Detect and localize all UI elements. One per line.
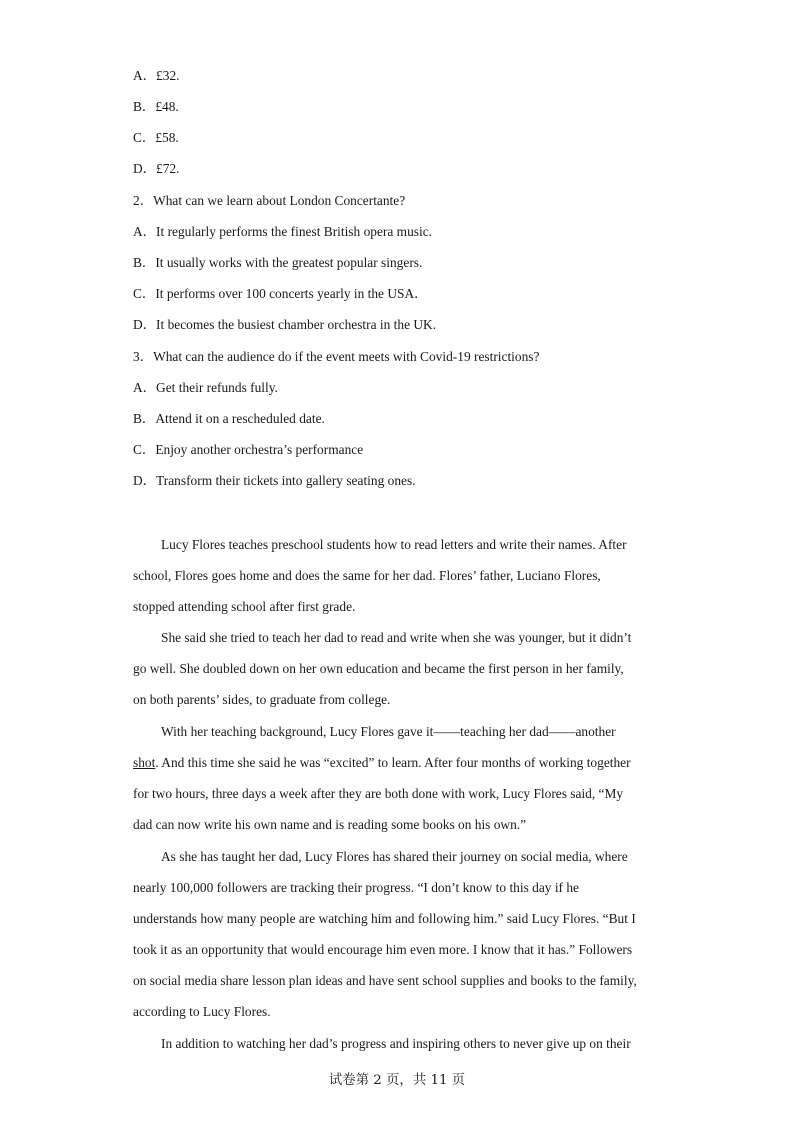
q1-option-c: C．£58. (133, 130, 179, 145)
passage-paragraph-2 (133, 629, 661, 719)
passage-paragraph-5 (133, 1035, 661, 1055)
paragraph-line: nearly 100,000 followers are tracking their progress. “I don’t know to this day if he (133, 880, 579, 895)
passage-paragraph-3 (133, 723, 661, 843)
paragraph-line: on both parents’ sides, to graduate from college. (133, 692, 391, 707)
q1-option-a: A．£32. (133, 68, 180, 83)
q3-stem: 3．What can the audience do if the event meets with Covid-19 restrictions? (133, 349, 540, 364)
q3-option-a: A．Get their refunds fully. (133, 380, 278, 395)
passage-paragraph-4 (133, 848, 661, 1028)
q2-option-d: D．It becomes the busiest chamber orchestra in the UK. (133, 317, 437, 332)
paragraph-line: As she has taught her dad, Lucy Flores has shared their journey on social media, where (161, 849, 628, 864)
paragraph-line: dad can now write his own name and is reading some books on his own.” (133, 817, 527, 832)
underlined-word-shot: shot (133, 755, 156, 770)
q3-option-b: B．Attend it on a rescheduled date. (133, 411, 325, 426)
paragraph-line: understands how many people are watching him and following him.” said Lucy Flores. “But I (133, 911, 636, 926)
q1-option-d: D．£72. (133, 161, 180, 176)
paragraph-line: school, Flores goes home and does the same for her dad. Flores’ father, Luciano Flores, (133, 568, 601, 583)
paragraph-line: She said she tried to teach her dad to read and write when she was younger, but it didn’t (161, 630, 632, 645)
paragraph-line: In addition to watching her dad’s progress and inspiring others to never give up on their (161, 1036, 631, 1051)
q3-option-c: C．Enjoy another orchestra’s performance (133, 442, 364, 457)
page-footer: 试卷第 2 页，共 11 页 (328, 1073, 466, 1088)
paragraph-line: With her teaching background, Lucy Flores gave it——teaching her dad——another (161, 724, 616, 739)
q2-option-a: A．It regularly performs the finest British opera music. (133, 224, 432, 239)
passage-paragraph-1 (133, 536, 661, 626)
paragraph-line: took it as an opportunity that would encourage him even more. I know that it has.” Followers (133, 942, 633, 957)
paragraph-line-rest: . And this time she said he was “excited” to learn. After four months of working together (155, 755, 631, 770)
q2-stem: 2．What can we learn about London Concertante? (133, 193, 406, 208)
q3-option-d: D．Transform their tickets into gallery seating ones. (133, 473, 416, 488)
q2-option-b: B．It usually works with the greatest popular singers. (133, 255, 423, 270)
paragraph-line: go well. She doubled down on her own education and became the first person in her family, (133, 661, 624, 676)
paragraph-line: for two hours, three days a week after they are both done with work, Lucy Flores said, “My (133, 786, 624, 801)
paragraph-line: on social media share lesson plan ideas and have sent school supplies and books to the family, (133, 973, 637, 988)
paragraph-line: according to Lucy Flores. (133, 1004, 271, 1019)
q2-option-c: C．It performs over 100 concerts yearly in the USA． (133, 286, 428, 301)
paragraph-line: stopped attending school after first grade. (133, 599, 356, 614)
paragraph-line (133, 754, 631, 772)
paragraph-line: Lucy Flores teaches preschool students how to read letters and write their names. After (161, 537, 627, 552)
q1-option-b: B．£48. (133, 99, 179, 114)
